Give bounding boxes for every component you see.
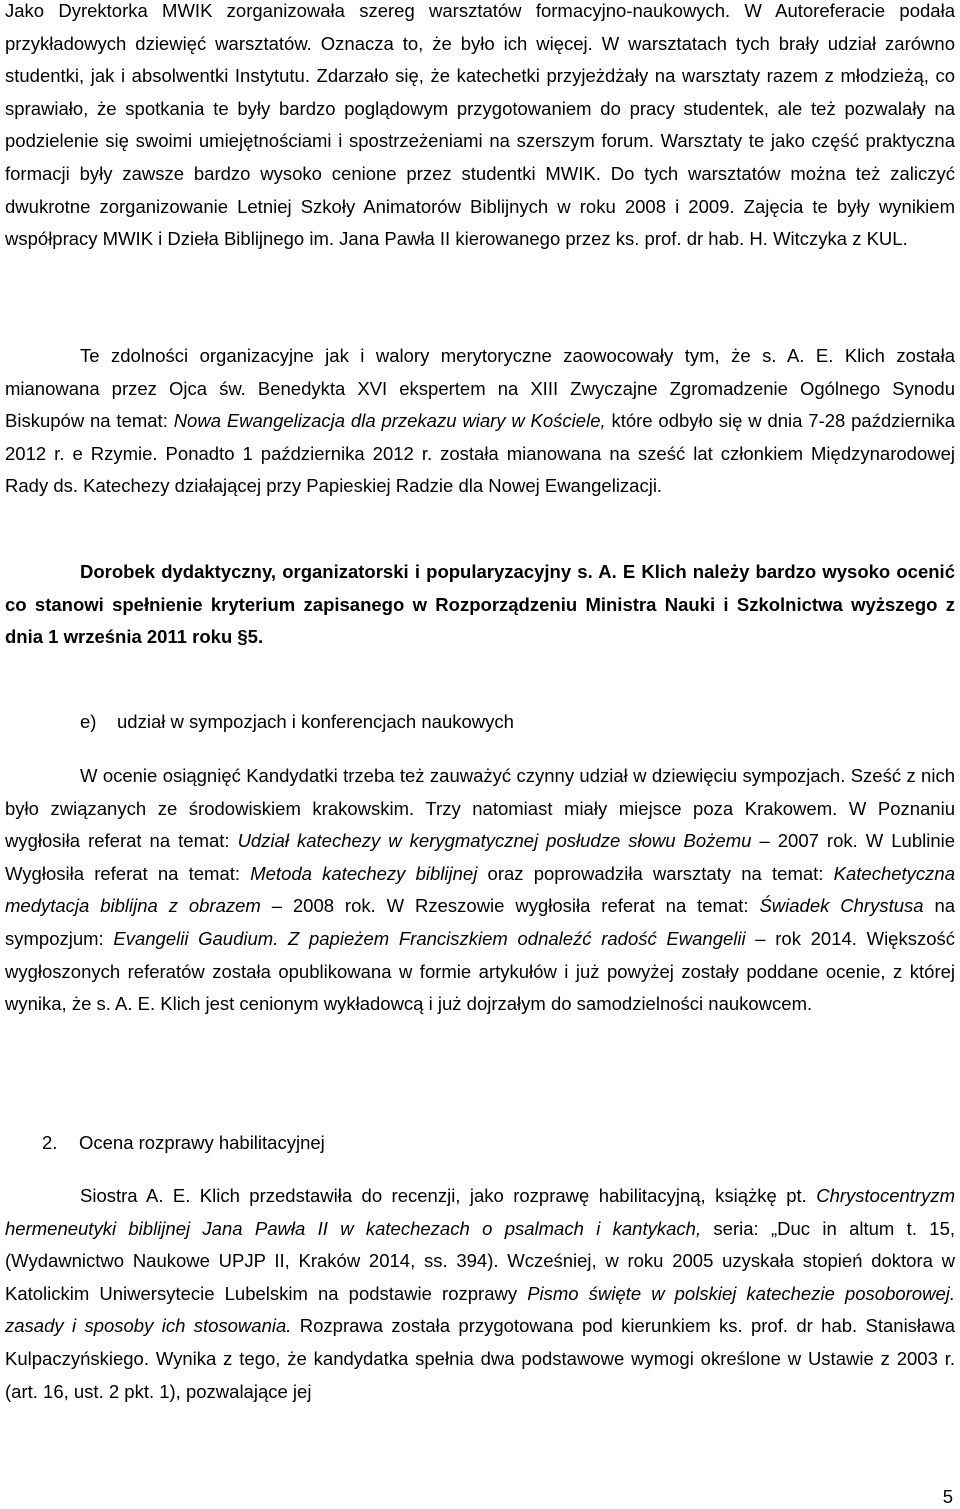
text-run: oraz poprowadziła warsztaty na temat: — [477, 862, 834, 884]
paragraph-symposia — [5, 760, 955, 1021]
section-title: Ocena rozprawy habilitacyjnej — [79, 1132, 325, 1153]
italic-text-run: Metoda katechezy biblijnej — [250, 862, 478, 884]
text-run: Jako Dyrektorka MWIK zorganizowała szereg warsztatów formacyjno-naukowych. W Autoreferacie podała przykładowych dziewięć warsztatów. Oznacza to, że było ich więcej. W warsztatach tych brały udział zarówno studentki, jak i absolwentki Instytutu. Zdarzało się, że katechetki przyjeżdżały na warsztaty razem z młodzieżą, co sprawiało, że spotkania te były bardzo poglądowym przygotowaniem do pracy studentek, ale też pozwalały na podzielenie się swoimi umiejętnościami i spostrzeżeniami na szerszym forum. Warsztaty te jako część praktyczna formacji były zawsze bardzo wysoko cenione przez studentki MWIK. Do tych warsztatów można też zaliczyć dwukrotne zorganizowanie Letniej Szkoły Animatorów Biblijnych w roku 2008 i 2009. Zajęcia te były wynikiem współpracy MWIK i Dzieła Biblijnego im. Jana Pawła II kierowanego przez ks. prof. dr hab. H. Witczyka z KUL. — [5, 0, 955, 250]
italic-text-run: Chrystocentryzm hermeneutyki biblijnej Jana Pawła II w katechezach o psalmach i kantykach, — [5, 1185, 955, 1239]
text-run: na sympozjum: — [5, 895, 956, 949]
page-number: 5 — [942, 1486, 953, 1507]
paragraph-achievements-summary — [5, 556, 955, 654]
paragraph-synod-expert — [5, 340, 955, 503]
text-run: które odbyło się w dnia 7-28 października 2012 r. e Rzymie. Ponadto 1 października 2012 r. została mianowana na sześć lat członkiem Międzynarodowej Rady ds. Katechezy działającej przy Papieskiej Radzie dla Nowej Ewangelizacji. — [5, 410, 956, 497]
text-run: seria: „Duc in altum t. 15, (Wydawnictwo Naukowe UPJP II, Kraków 2014, ss. 394). Wcześniej, w roku 2005 uzyskała stopień doktora w Katolickim Uniwersytecie Lubelskim na podstawie rozprawy — [5, 1217, 956, 1304]
paragraph-dissertation — [5, 1180, 955, 1408]
text-run: Rozprawa została przygotowana pod kierunkiem ks. prof. dr hab. Stanisława Kulpaczyńskiego. Wynika z tego, że kandydatka spełnia dwa podstawowe wymogi określone w Ustawie z 2003 r. (art. 16, ust. 2 pkt. 1), pozwalające jej — [5, 1315, 955, 1402]
section-heading-symposia — [80, 706, 514, 739]
italic-text-run: Nowa Ewangelizacja dla przekazu wiary w Kościele, — [173, 410, 606, 432]
section-heading-dissertation — [42, 1127, 325, 1160]
italic-text-run: Świadek Chrystusa — [759, 895, 924, 917]
text-run: Dorobek dydaktyczny, organizatorski i popularyzacyjny s. A. E Klich należy bardzo wysoko ocenić co stanowi spełnienie kryterium zapisanego w Rozporządzeniu Ministra Nauki i Szkolnictwa wyższego z dnia 1 września 2011 roku §5. — [5, 561, 955, 648]
text-run: – rok 2014. Większość wygłoszonych referatów została opublikowana w formie artykułów i już powyżej zostały poddane ocenie, z której wynika, że s. A. E. Klich jest cenionym wykładowcą i już dojrzałym do samodzielności naukowcem. — [5, 927, 956, 1015]
text-run: – 2008 rok. W Rzeszowie wygłosiła referat na temat: — [260, 895, 760, 917]
italic-text-run: Udział katechezy w kerygmatycznej posłudze słowu Bożemu — [237, 830, 752, 852]
section-marker: e) — [80, 711, 97, 732]
paragraph-workshops — [5, 0, 955, 256]
italic-text-run: Evangelii Gaudium. Z papieżem Franciszkiem odnaleźć radość Ewangelii — [113, 927, 746, 949]
text-run: – 2007 rok. W Lublinie Wygłosiła referat na temat: — [5, 830, 956, 884]
text-run: Te zdolności organizacyjne jak i walory merytoryczne zaowocowały tym, że s. A. E. Klich została mianowana przez Ojca św. Benedykta XVI ekspertem na XIII Zwyczajne Zgromadzenie Ogólnego Synodu Biskupów na temat: — [5, 345, 955, 432]
text-run: Siostra A. E. Klich przedstawiła do recenzji, jako rozprawę habilitacyjną, książkę pt. — [80, 1185, 817, 1206]
italic-text-run: Pismo święte w polskiej katechezie posoborowej. zasady i sposoby ich stosowania. — [5, 1282, 955, 1337]
section-marker: 2. — [42, 1132, 58, 1153]
text-run: W ocenie osiągnięć Kandydatki trzeba też zauważyć czynny udział w dziewięciu sympozjach. Sześć z nich było związanych ze środowiskiem krakowskim. Trzy natomiast miały miejsce poza Krakowem. W Poznaniu wygłosiła referat na temat: — [5, 765, 955, 852]
section-title: udział w sympozjach i konferencjach naukowych — [117, 711, 514, 732]
italic-text-run: Katechetyczna medytacja biblijna z obrazem — [5, 862, 955, 917]
